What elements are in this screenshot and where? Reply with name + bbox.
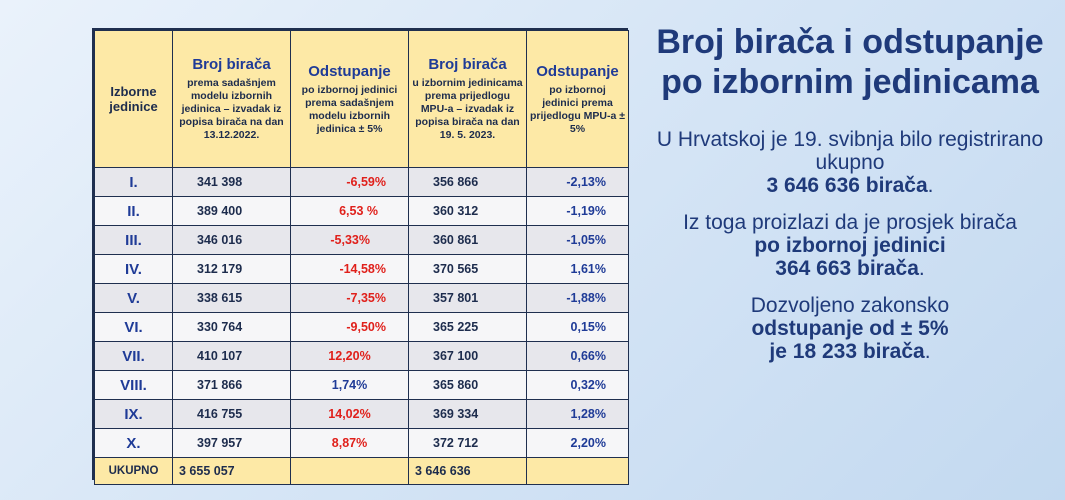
voters-proposal-cell: 360 861 [409, 226, 527, 255]
deviation-proposal-cell: -1,19% [527, 197, 629, 226]
voters-current-cell: 416 755 [173, 400, 291, 429]
unit-cell: VI. [95, 313, 173, 342]
header-voters-current-sub: prema sadašnjem modelu izbornih jedinica – izvadak iz popisa birača na dan 13.12.2022. [179, 77, 284, 141]
panel-headline: Broj birača i odstupanje po izbornim jedinicama [656, 23, 1044, 101]
p3-bold1: odstupanje od ± 5% [751, 317, 949, 340]
deviation-proposal-cell: 0,66% [527, 342, 629, 371]
p1-text: U Hrvatskoj je 19. svibnja bilo registrirano ukupno [656, 128, 1044, 174]
summary-panel [650, 22, 1050, 377]
voters-proposal-cell: 356 866 [409, 168, 527, 197]
header-deviation-proposal [527, 31, 629, 168]
total-voters-current: 3 655 057 [173, 458, 291, 485]
total-empty-cell [291, 458, 409, 485]
table-row [95, 284, 629, 313]
voters-current-cell: 397 957 [173, 429, 291, 458]
unit-cell: III. [95, 226, 173, 255]
voters-proposal-cell: 365 225 [409, 313, 527, 342]
header-deviation-current [291, 31, 409, 168]
p2-text: Iz toga proizlazi da je prosjek birača [683, 211, 1017, 234]
total-label: UKUPNO [95, 458, 173, 485]
voters-proposal-cell: 372 712 [409, 429, 527, 458]
deviation-proposal-cell: 1,61% [527, 255, 629, 284]
deviation-current-cell: -14,58% [291, 255, 409, 284]
voters-current-cell: 410 107 [173, 342, 291, 371]
p1-end: . [927, 174, 934, 197]
deviation-proposal-cell: -1,05% [527, 226, 629, 255]
voters-current-cell: 330 764 [173, 313, 291, 342]
paragraph-average [650, 211, 1050, 280]
voters-current-cell: 346 016 [173, 226, 291, 255]
paragraph-total-voters [650, 128, 1050, 197]
voters-proposal-cell: 370 565 [409, 255, 527, 284]
deviation-proposal-cell: 2,20% [527, 429, 629, 458]
voters-table-container [92, 28, 628, 480]
voters-current-cell: 338 615 [173, 284, 291, 313]
paragraph-deviation [650, 294, 1050, 363]
voters-proposal-cell: 367 100 [409, 342, 527, 371]
header-voters-proposal [409, 31, 527, 168]
table-row [95, 342, 629, 371]
deviation-current-cell: -5,33% [291, 226, 409, 255]
deviation-current-cell: -6,59% [291, 168, 409, 197]
table-row [95, 371, 629, 400]
voters-table [94, 30, 629, 485]
p3-end: . [924, 340, 931, 363]
deviation-current-cell: -7,35% [291, 284, 409, 313]
deviation-current-cell: 6,53 % [291, 197, 409, 226]
p2-bold2: 364 663 birača [775, 257, 919, 280]
p2-bold1: po izbornoj jedinici [754, 234, 946, 257]
table-row [95, 255, 629, 284]
voters-proposal-cell: 360 312 [409, 197, 527, 226]
unit-cell: I. [95, 168, 173, 197]
voters-proposal-cell: 365 860 [409, 371, 527, 400]
unit-cell: IV. [95, 255, 173, 284]
total-empty-cell [527, 458, 629, 485]
unit-cell: VIII. [95, 371, 173, 400]
deviation-current-cell: 14,02% [291, 400, 409, 429]
unit-cell: II. [95, 197, 173, 226]
total-row [95, 458, 629, 485]
deviation-proposal-cell: 0,15% [527, 313, 629, 342]
deviation-proposal-cell: -1,88% [527, 284, 629, 313]
table-header-row [95, 31, 629, 168]
deviation-current-cell: 1,74% [291, 371, 409, 400]
table-row [95, 429, 629, 458]
header-deviation-current-title: Odstupanje [308, 62, 391, 80]
p3-text: Dozvoljeno zakonsko [750, 294, 950, 317]
total-voters-proposal: 3 646 636 [409, 458, 527, 485]
header-voters-current-title: Broj birača [192, 56, 271, 73]
deviation-proposal-cell: 1,28% [527, 400, 629, 429]
voters-proposal-cell: 369 334 [409, 400, 527, 429]
header-voters-proposal-title: Broj birača [428, 56, 507, 73]
deviation-current-cell: 8,87% [291, 429, 409, 458]
table-row [95, 400, 629, 429]
deviation-current-cell: 12,20% [291, 342, 409, 371]
header-voters-current [173, 31, 291, 168]
voters-proposal-cell: 357 801 [409, 284, 527, 313]
p2-end: . [918, 257, 925, 280]
header-voters-proposal-sub: u izbornim jedinicama prema prijedlogu MPU-a – izvadak iz popisa birača na dan 19. 5. 2023. [412, 77, 523, 141]
deviation-current-cell: -9,50% [291, 313, 409, 342]
unit-cell: X. [95, 429, 173, 458]
unit-cell: V. [95, 284, 173, 313]
table-row [95, 226, 629, 255]
header-deviation-proposal-title: Odstupanje [536, 62, 619, 80]
table-row [95, 197, 629, 226]
voters-current-cell: 341 398 [173, 168, 291, 197]
p3-bold2: je 18 233 birača [769, 340, 925, 363]
voters-current-cell: 389 400 [173, 197, 291, 226]
header-deviation-proposal-sub: po izbornoj jedinici prema prijedlogu MPU-a ± 5% [530, 83, 626, 135]
table-row [95, 313, 629, 342]
header-deviation-current-sub: po izbornoj jedinici prema sadašnjem modelu izbornih jedinica ± 5% [301, 83, 398, 135]
deviation-proposal-cell: -2,13% [527, 168, 629, 197]
voters-current-cell: 312 179 [173, 255, 291, 284]
table-row [95, 168, 629, 197]
deviation-proposal-cell: 0,32% [527, 371, 629, 400]
unit-cell: IX. [95, 400, 173, 429]
voters-current-cell: 371 866 [173, 371, 291, 400]
unit-cell: VII. [95, 342, 173, 371]
header-electoral-units: Izborne jedinice [95, 31, 173, 168]
p1-bold: 3 646 636 birača [766, 174, 928, 197]
